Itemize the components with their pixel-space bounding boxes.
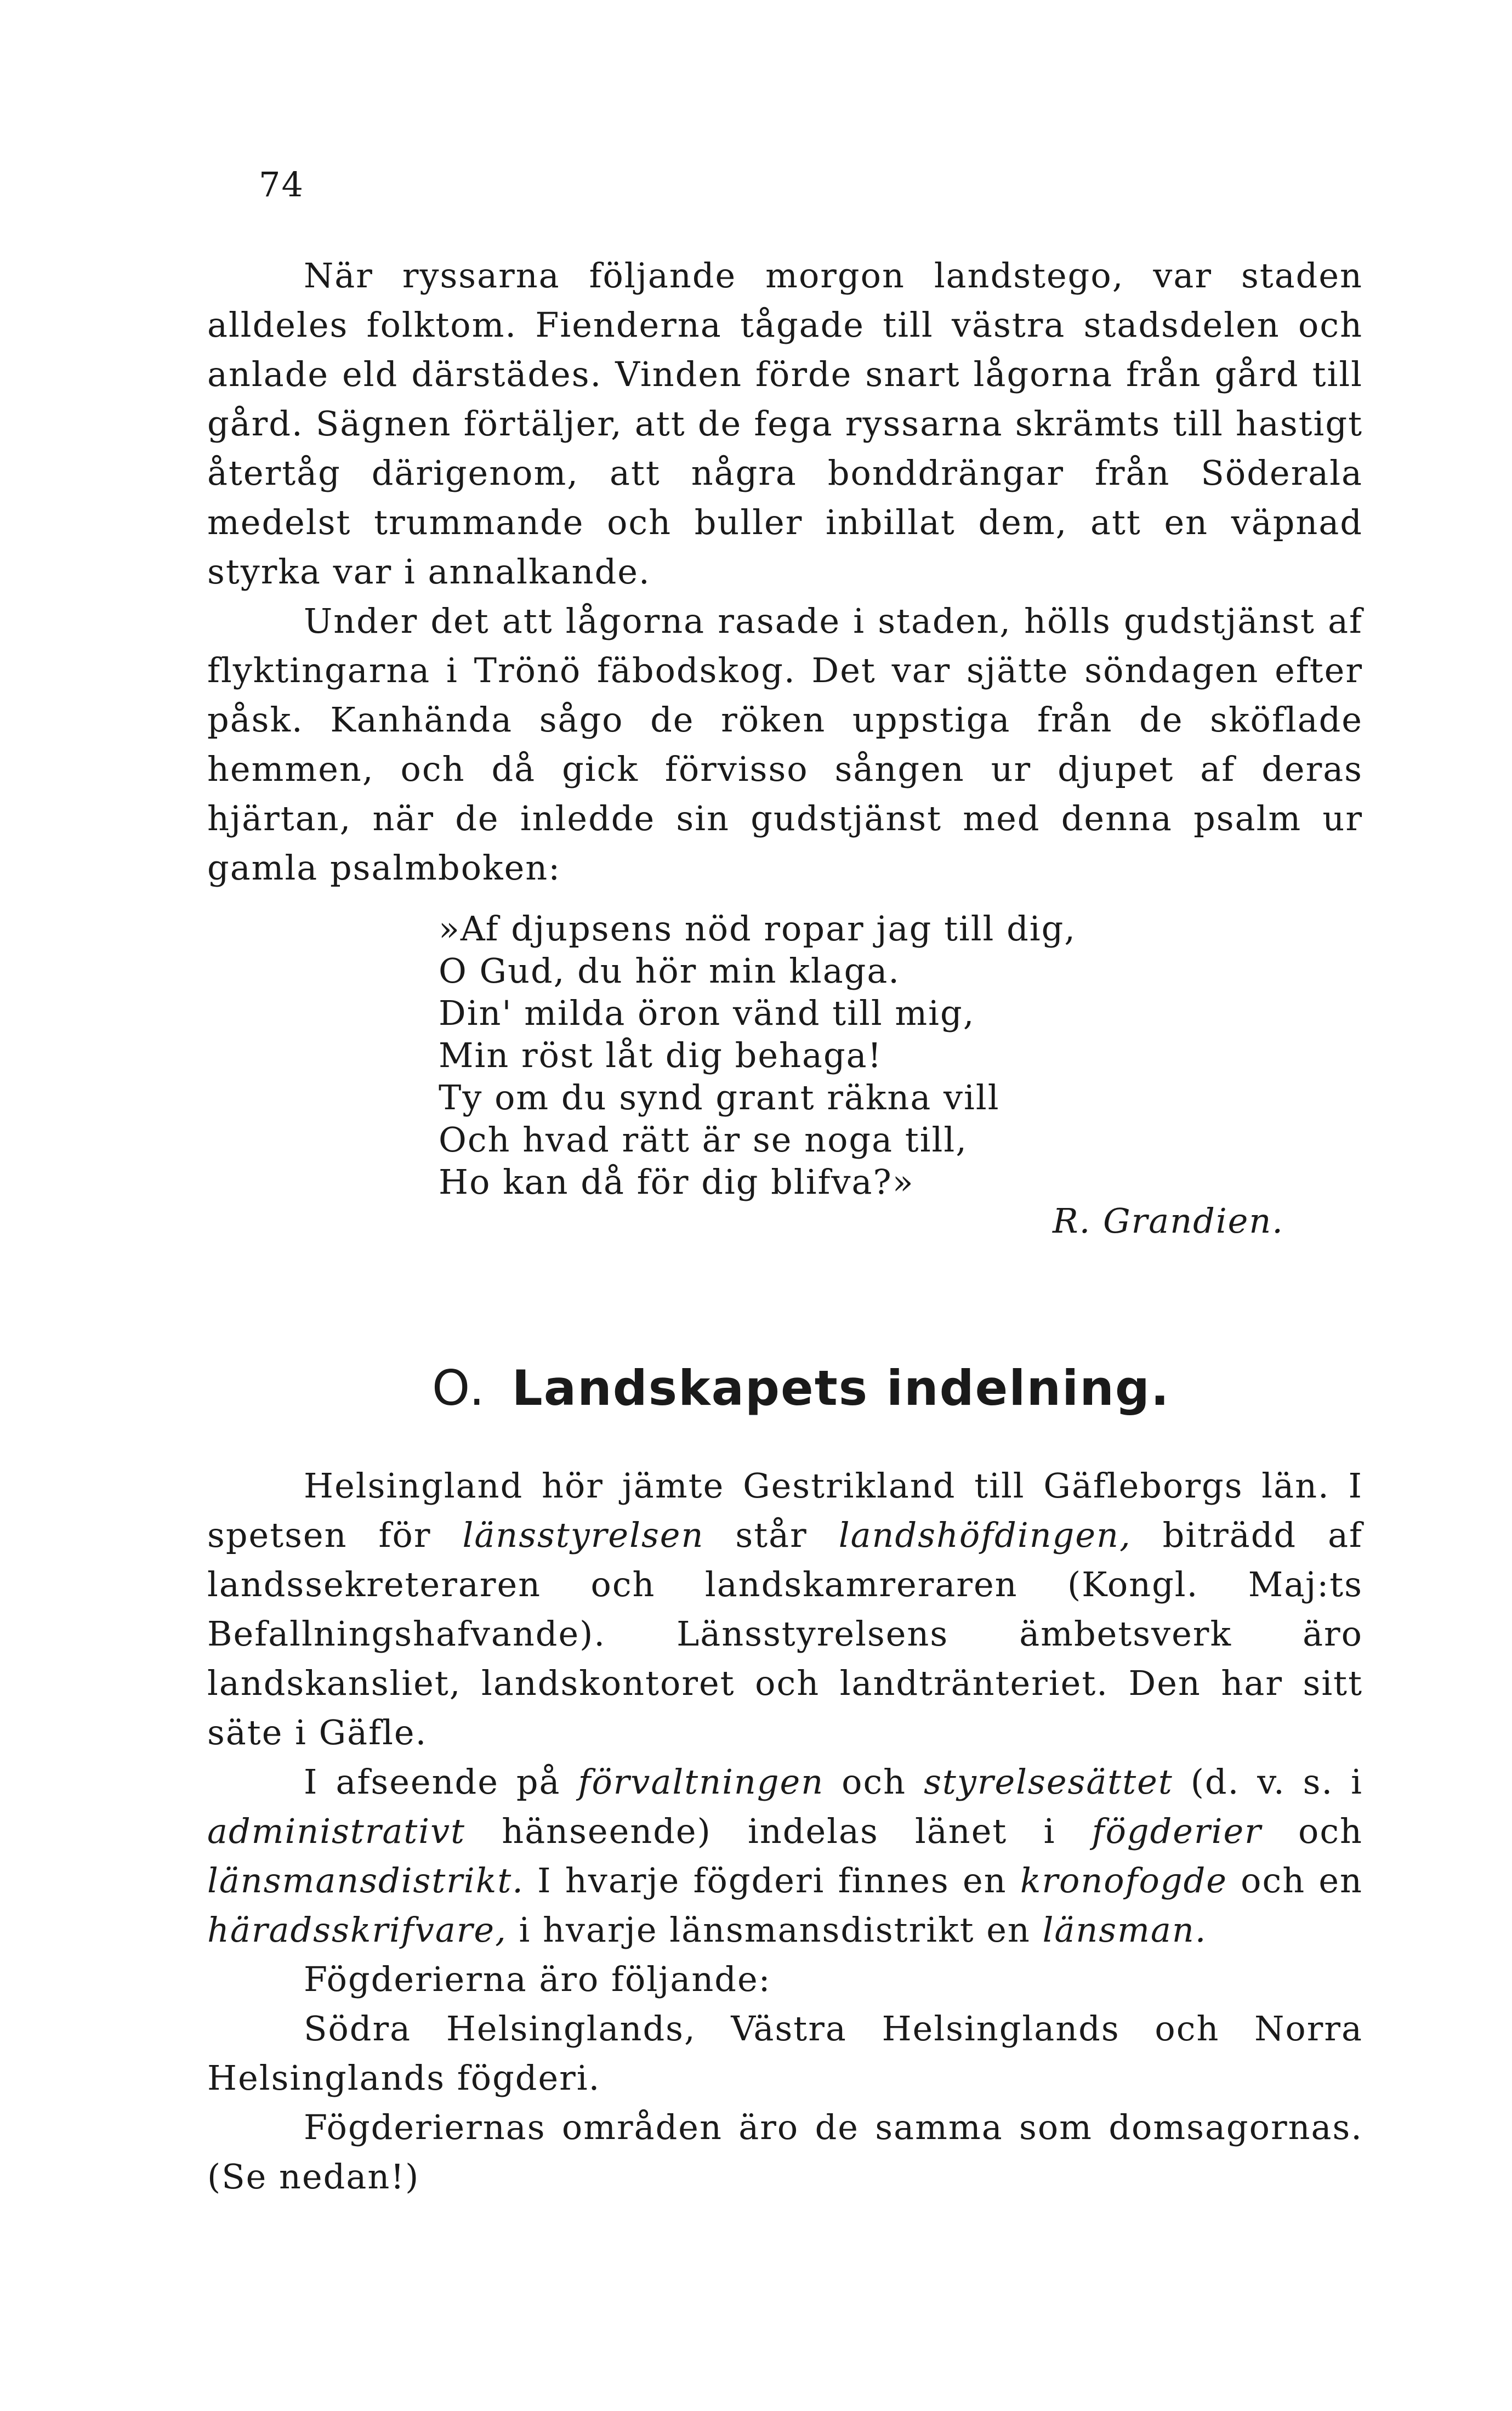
- text-run: Helsingland hör jämte Gestrikland till Gäfleborgs län. I spetsen för: [207, 1466, 1363, 1555]
- text-run: I hvarje fögderi finnes en: [524, 1860, 1020, 1901]
- section-title: Landskapets indelning.: [511, 1360, 1170, 1416]
- author-signature: R. Grandien.: [1053, 1201, 1284, 1241]
- text-run: I afseende på: [304, 1762, 578, 1802]
- text-run: och: [1261, 1811, 1363, 1851]
- text-run: i hvarje länsmansdistrikt en: [507, 1910, 1043, 1950]
- section-body: [207, 1461, 1363, 2202]
- paragraph-bailiwicks-intro: Fögderierna äro följande:: [304, 1959, 771, 1999]
- psalm-line: Och hvad rätt är se noga till,: [439, 1120, 968, 1160]
- paragraph-bailiwick-areas: Fögderiernas områden äro de samma som domsagornas. (Se nedan!): [207, 2107, 1363, 2197]
- paragraph-russian-landing: När ryssarna följande morgon landstego, var staden alldeles folktom. Fienderna tågade till västra stadsdelen och anlade eld därstädes. Vinden förde snart lågorna från gård till gård. Sägnen förtäljer, att de fega ryssarna skrämts till hastigt återtåg därigenom, att några bonddrängar från Söderala medelst trummande och buller inbillat dem, att en väpnad styrka var i annalkande.: [207, 256, 1363, 592]
- psalm-quote: [439, 907, 1076, 1203]
- page-number: 74: [259, 164, 304, 205]
- text-run: länsman.: [1042, 1910, 1207, 1950]
- psalm-line: Din' milda öron vänd till mig,: [439, 993, 975, 1033]
- text-run: och en: [1227, 1860, 1363, 1901]
- section-heading: [432, 1360, 1170, 1416]
- text-run: häradsskrifvare,: [207, 1910, 507, 1950]
- psalm-line: »Af djupsens nöd ropar jag till dig,: [439, 909, 1076, 949]
- paragraph-county: [207, 1461, 1363, 1757]
- psalm-line: Min röst låt dig behaga!: [439, 1035, 883, 1075]
- text-run: landshöfdingen,: [838, 1515, 1132, 1555]
- text-run: biträdd af landssekreteraren och landskamreraren (Kongl. Maj:ts Befallningshafvande). Länsstyrelsens ämbetsverk äro landskansliet, landskontoret och landtränteriet. Den har sitt säte i Gäfle.: [207, 1515, 1363, 1752]
- paragraph-bailiwicks-list: Södra Helsinglands, Västra Helsinglands och Norra Helsinglands fögderi.: [207, 2009, 1363, 2098]
- text-run: länsstyrelsen: [462, 1515, 704, 1555]
- text-run: styrelsesättet: [924, 1762, 1173, 1802]
- psalm-line: Ho kan då för dig blifva?»: [439, 1162, 914, 1202]
- section-number: O.: [432, 1360, 486, 1416]
- psalm-line: O Gud, du hör min klaga.: [439, 951, 901, 991]
- text-run: länsmansdistrikt.: [207, 1860, 524, 1901]
- text-run: står: [704, 1515, 839, 1555]
- text-run: hänseende) indelas länet i: [465, 1811, 1092, 1851]
- text-run: förvaltningen: [578, 1762, 825, 1802]
- psalm-line: Ty om du synd grant räkna vill: [439, 1077, 1000, 1117]
- intro-text: [207, 251, 1363, 893]
- text-run: administrativt: [207, 1811, 466, 1851]
- text-run: fögderier: [1092, 1811, 1262, 1851]
- paragraph-service-in-forest: Under det att lågorna rasade i staden, hölls gudstjänst af flyktingarna i Trönö fäbodskog. Det var sjätte söndagen efter påsk. Kanhända sågo de röken uppstiga från de sköflade hemmen, och då gick förvisso sången ur djupet af deras hjärtan, när de inledde sin gudstjänst med denna psalm ur gamla psalmboken:: [207, 601, 1363, 888]
- paragraph-administration: [207, 1757, 1363, 1955]
- text-run: kronofogde: [1020, 1860, 1227, 1901]
- text-run: och: [824, 1762, 924, 1802]
- text-run: (d. v. s. i: [1173, 1762, 1363, 1802]
